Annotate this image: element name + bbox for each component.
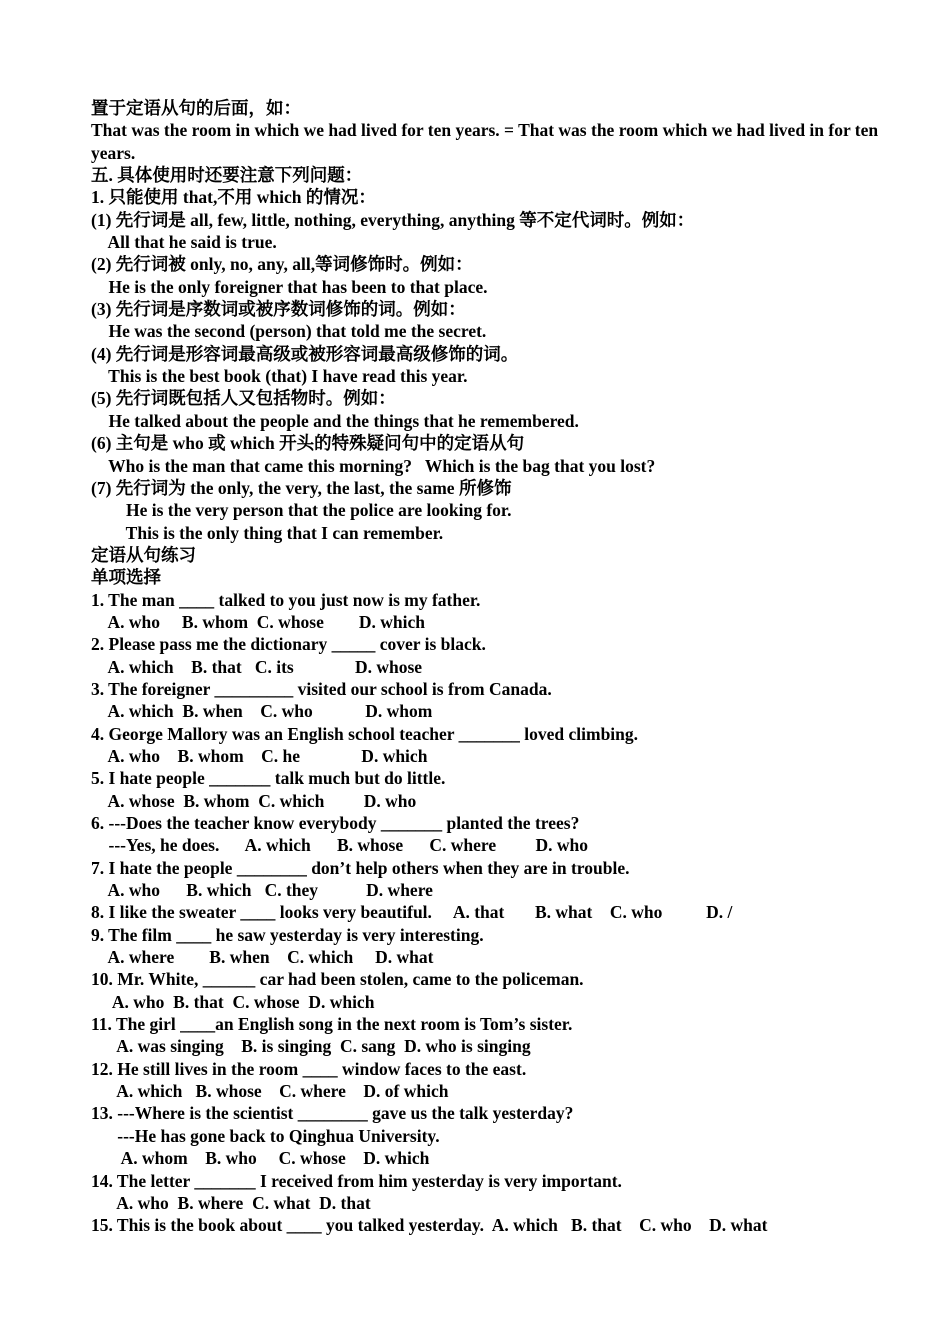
answer-options: A. who B. which C. they D. where <box>91 880 433 901</box>
text-line: That was the room in which we had lived for ten years. = That was the room which we had lived in for ten years. <box>91 120 879 163</box>
answer-options: A. whose B. whom C. which D. who <box>91 790 417 811</box>
question: 3. The foreigner _________ visited our school is from Canada. <box>91 678 552 699</box>
question: 2. Please pass me the dictionary _____ cover is black. <box>91 634 486 655</box>
question-reply: ---He has gone back to Qinghua University. <box>91 1125 440 1146</box>
text-line: 1. 只能使用 that,不用 which 的情况： <box>91 187 376 208</box>
rule-item: (7) 先行词为 the only, the very, the last, the same 所修饰 <box>91 477 512 498</box>
answer-options: A. which B. that C. its D. whose <box>91 656 423 677</box>
question: 8. I like the sweater ____ looks very beautiful. A. that B. what C. who D. / <box>91 902 733 923</box>
rule-item: (5) 先行词既包括人又包括物时。例如： <box>91 388 396 409</box>
rule-item: (1) 先行词是 all, few, little, nothing, everything, anything 等不定代词时。例如： <box>91 209 695 230</box>
question: 15. This is the book about ____ you talked yesterday. A. which B. that C. who D. what <box>91 1215 768 1236</box>
question: 9. The film ____ he saw yesterday is very interesting. <box>91 924 484 945</box>
example-sentence: This is the best book (that) I have read this year. <box>91 366 468 387</box>
answer-options: A. was singing B. is singing C. sang D. who is singing <box>91 1036 531 1057</box>
question: 4. George Mallory was an English school teacher _______ loved climbing. <box>91 723 639 744</box>
example-sentence: He was the second (person) that told me the secret. <box>91 321 487 342</box>
question: 11. The girl ____an English song in the next room is Tom’s sister. <box>91 1014 573 1035</box>
section-heading: 定语从句练习 <box>91 544 196 565</box>
rule-item: (3) 先行词是序数词或被序数词修饰的词。例如： <box>91 299 466 320</box>
answer-options: A. who B. whom C. he D. which <box>91 745 428 766</box>
question: 12. He still lives in the room ____ window faces to the east. <box>91 1058 527 1079</box>
question: 10. Mr. White, ______ car had been stolen, came to the policeman. <box>91 969 584 990</box>
answer-options: A. which B. whose C. where D. of which <box>91 1081 449 1102</box>
section-heading: 五. 具体使用时还要注意下列问题： <box>91 165 363 186</box>
question: 1. The man ____ talked to you just now is my father. <box>91 589 481 610</box>
question: 7. I hate the people ________ don’t help others when they are in trouble. <box>91 857 630 878</box>
section-heading: 单项选择 <box>91 567 161 588</box>
example-sentence: Who is the man that came this morning? Which is the bag that you lost? <box>91 455 656 476</box>
answer-options: A. who B. that C. whose D. which <box>91 991 375 1012</box>
answer-options: ---Yes, he does. A. which B. whose C. where D. who <box>91 835 588 856</box>
example-sentence: All that he said is true. <box>91 232 277 253</box>
example-sentence: He talked about the people and the things that he remembered. <box>91 410 579 431</box>
answer-options: A. who B. whom C. whose D. which <box>91 611 425 632</box>
document-page <box>91 97 891 1237</box>
rule-item: (4) 先行词是形容词最高级或被形容词最高级修饰的词。 <box>91 343 519 364</box>
example-sentence: This is the only thing that I can remember. <box>91 522 444 543</box>
question: 13. ---Where is the scientist ________ gave us the talk yesterday? <box>91 1103 574 1124</box>
example-sentence: He is the only foreigner that has been to that place. <box>91 276 488 297</box>
answer-options: A. who B. where C. what D. that <box>91 1192 371 1213</box>
answer-options: A. which B. when C. who D. whom <box>91 701 433 722</box>
answer-options: A. where B. when C. which D. what <box>91 947 434 968</box>
text-line: 置于定语从句的后面，如： <box>91 98 301 118</box>
rule-item: (6) 主句是 who 或 which 开头的特殊疑问句中的定语从句 <box>91 433 525 454</box>
rule-item: (2) 先行词被 only, no, any, all,等词修饰时。例如： <box>91 254 473 275</box>
example-sentence: He is the very person that the police are looking for. <box>91 500 512 521</box>
answer-options: A. whom B. who C. whose D. which <box>91 1148 430 1169</box>
question: 14. The letter _______ I received from him yesterday is very important. <box>91 1170 622 1191</box>
question: 6. ---Does the teacher know everybody _______ planted the trees? <box>91 813 580 833</box>
question: 5. I hate people _______ talk much but do little. <box>91 768 446 789</box>
